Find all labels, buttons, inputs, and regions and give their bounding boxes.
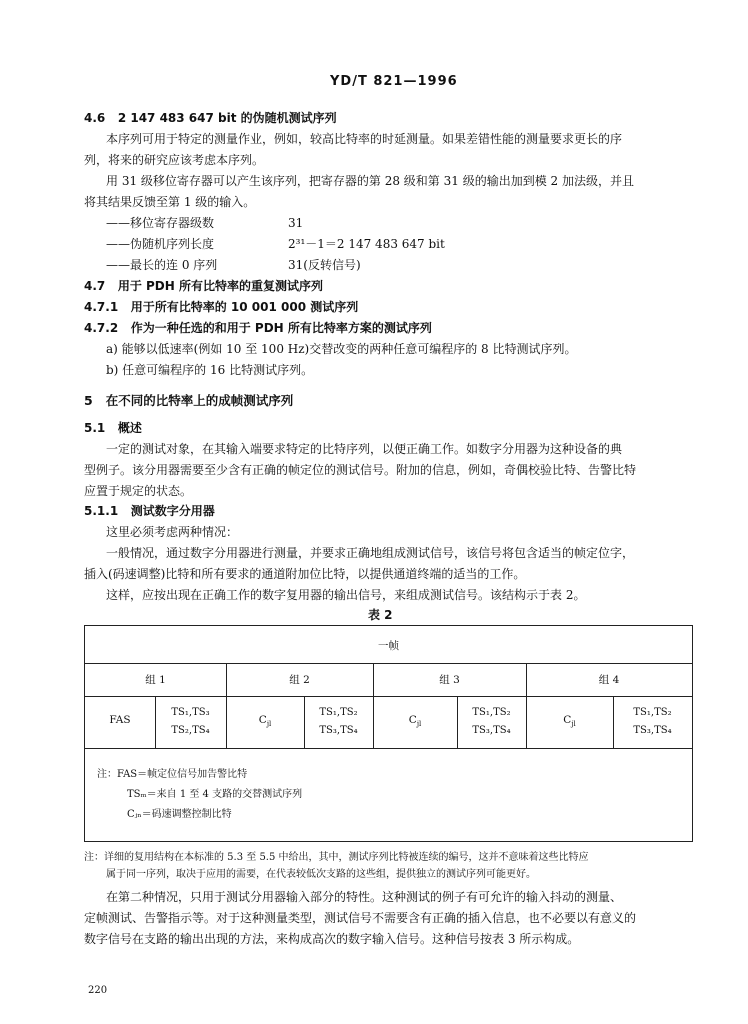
section-5-1-heading: [84, 420, 142, 436]
table-note: 注：FAS＝帧定位信号加告警比特: [97, 769, 248, 780]
section-number: 4.7.2: [84, 321, 119, 335]
section-4-7-2-heading: [84, 320, 432, 336]
ts-cell: [304, 704, 373, 740]
section-5-heading: [84, 391, 293, 409]
section-number: 5.1.1: [84, 504, 119, 518]
paragraph-line: 在第二种情况，只用于测试分用器输入部分的特性。这种测试的例子有可允许的输入抖动的测量、: [106, 890, 623, 904]
paragraph-line: 这里必须考虑两种情况：: [106, 525, 239, 539]
paragraph-line: 这样，应按出现在正确工作的数字复用器的输出信号，来组成测试信号。该结构示于表 2。: [106, 588, 586, 602]
section-number: 4.7: [84, 279, 106, 293]
frame-label: 一帧: [378, 640, 399, 652]
paragraph-line: 插入(码速调整)比特和所有要求的通道附加位比特，以提供通道终端的适当的工作。: [84, 567, 526, 581]
section-number: 4.7.1: [84, 300, 119, 314]
param-label: ——移位寄存器级数: [106, 216, 215, 230]
ts-top: TS₁,TS₂: [319, 707, 358, 718]
group-header: 组 3: [439, 674, 460, 686]
ts-cell: [613, 704, 692, 740]
section-title: 测试数字分用器: [130, 504, 215, 518]
group-header: 组 1: [145, 674, 166, 686]
section-title: 用于 PDH 所有比特率的重复测试序列: [117, 279, 323, 293]
table-rule: [85, 748, 692, 749]
paragraph-line: 型例子。该分用器需要至少含有正确的帧定位的测试信号。附加的信息，例如，奇偶校验比特、告警比特: [84, 463, 637, 477]
paragraph-line: 一定的测试对象，在其输入端要求特定的比特序列，以便正确工作。如数字分用器为这种设备的典: [106, 442, 623, 456]
footnote-line: 属于同一序列，取决于应用的需要，在代表较低次支路的这些组，提供独立的测试序列可能更好。: [106, 869, 536, 880]
section-title: 概述: [117, 421, 142, 435]
param-label: ——伪随机序列长度: [106, 237, 215, 251]
section-title: 2 147 483 647 bit 的伪随机测试序列: [117, 111, 337, 125]
paragraph-line: 本序列可用于特定的测量作业，例如，较高比特率的时延测量。如果差错性能的测量要求更长的序: [106, 132, 623, 146]
paragraph-line: 应置于规定的状态。: [84, 484, 193, 498]
ts-top: TS₁,TS₂: [472, 707, 511, 718]
ts-bottom: TS₃,TS₄: [472, 725, 511, 736]
table-rule: [85, 663, 692, 664]
section-number: 5: [84, 393, 93, 408]
section-number: 4.6: [84, 111, 106, 125]
paragraph-line: 一般情况，通过数字分用器进行测量，并要求正确地组成测试信号，该信号将包含适当的帧定位字，: [106, 546, 635, 560]
ts-cell: [155, 704, 226, 740]
footnote-line: 注：详细的复用结构在本标准的 5.3 至 5.5 中给出，其中，测试序列比特被连续的编号，这并不意味着这些比特应: [84, 852, 589, 863]
section-title: 在不同的比特率上的成帧测试序列: [105, 393, 294, 408]
header: YD/T 821—1996: [330, 74, 458, 89]
param-value: 31: [288, 216, 304, 230]
page-number: 220: [88, 985, 108, 996]
paragraph-line: 用 31 级移位寄存器可以产生该序列，把寄存器的第 28 级和第 31 级的输出加到模 2 加法级，并且: [106, 174, 634, 188]
cj-cell: $C_{jl}$: [258, 714, 272, 729]
table-2: [84, 625, 693, 842]
cj-cell: $C_{jl}$: [563, 714, 576, 729]
ts-bottom: TS₃,TS₄: [319, 725, 358, 736]
section-title: 作为一种任选的和用于 PDH 所有比特率方案的测试序列: [130, 321, 432, 335]
group-header: 组 2: [289, 674, 310, 686]
paragraph-line: 列，将来的研究应该考虑本序列。: [84, 153, 265, 167]
ts-top: TS₁,TS₃: [171, 707, 210, 718]
ts-cell: [457, 704, 526, 740]
table-caption: 表 2: [368, 608, 393, 622]
table-note: Cⱼₙ＝码速调整控制比特: [127, 809, 232, 820]
param-value: 31(反转信号): [288, 258, 361, 272]
group-header: 组 4: [598, 674, 620, 686]
paragraph-line: 定帧测试、告警指示等。对于这种测量类型，测试信号不需要含有正确的插入信息，也不必要以有意义的: [84, 911, 637, 925]
param-value: 2³¹－1＝2 147 483 647 bit: [288, 237, 445, 251]
ts-top: TS₁,TS₂: [633, 707, 672, 718]
table-rule: [85, 696, 692, 697]
list-item: a) 能够以低速率(例如 10 至 100 Hz)交替改变的两种任意可编程序的 8 比特测试序列。: [106, 342, 577, 356]
fas-cell: FAS: [109, 714, 131, 726]
ts-bottom: TS₃,TS₄: [633, 725, 672, 736]
table-note: TSₘ＝来自 1 至 4 支路的交替测试序列: [127, 789, 303, 800]
section-4-7-1-heading: [84, 299, 358, 315]
param-label: ——最长的连 0 序列: [106, 258, 218, 272]
section-5-1-1-heading: [84, 503, 215, 519]
section-4-6-heading: [84, 110, 337, 126]
section-4-7-heading: [84, 278, 323, 294]
list-item: b) 任意可编程序的 16 比特测试序列。: [106, 363, 314, 377]
section-title: 用于所有比特率的 10 001 000 测试序列: [130, 300, 359, 314]
cj-cell: $C_{jl}$: [408, 714, 422, 729]
ts-bottom: TS₂,TS₄: [171, 725, 210, 736]
section-number: 5.1: [84, 421, 106, 435]
paragraph-line: 将其结果反馈至第 1 级的输入。: [84, 195, 256, 209]
paragraph-line: 数字信号在支路的输出出现的方法，来构成高次的数字输入信号。这种信号按表 3 所示构成。: [84, 932, 580, 946]
